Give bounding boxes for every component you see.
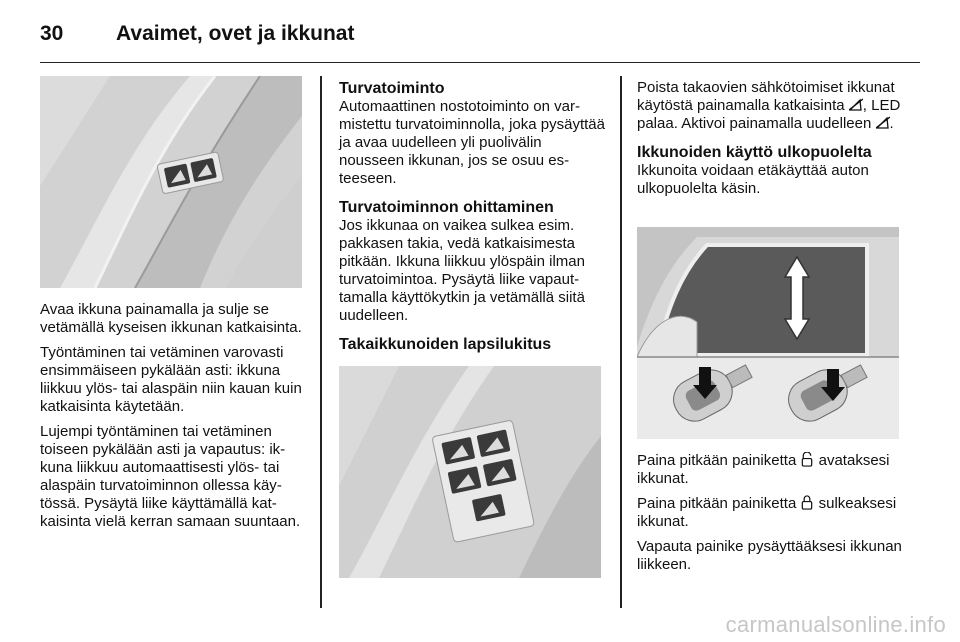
paragraph-override: Jos ikkunaa on vaikea sulkea esim. pakkasen takia, vedä katkaisimesta pitkään. Ikkuna liikkuu ylöspäin ilman turvatoimintoa. Pysäytä liike vapauttamalla käyttökytkin ja vetämällä siitä uudelleen. xyxy=(339,217,585,324)
column-divider-2 xyxy=(620,76,622,608)
paragraph-child-lock: Poista takaovien sähkötoimiset ikkunat käytöstä painamalla katkaisinta , LED palaa. Aktivoi painamalla uudelleen . xyxy=(637,79,901,132)
remote-window-illustration xyxy=(637,227,899,439)
unlock-padlock-icon xyxy=(800,452,814,467)
paragraph-open-close: Avaa ikkuna painamalla ja sulje se vetämällä kyseisen ikkunan katkaisinta. xyxy=(40,301,302,336)
window-switch-illustration xyxy=(40,76,302,288)
child-lock-switch-illustration xyxy=(339,366,601,578)
watermark: carmanualsonline.info xyxy=(725,612,946,637)
paragraph-first-detent: Työntäminen tai vetäminen varovasti ensimmäiseen pykälään asti: ikkuna liikkuu ylös- tai alaspäin niin kauan kuin katkaisinta käytetään. xyxy=(40,344,302,415)
column-2-text xyxy=(339,79,605,354)
paragraph-safety-function: Automaattinen nostotoiminto on varmistettu turvatoiminnolla, joka pysäyttää ja avaa uudelleen yli puolivälin nousseen ikkunan, jos se osuu esteeseen. xyxy=(339,98,605,187)
column-divider-1 xyxy=(320,76,322,608)
column-3-text-top xyxy=(637,79,905,205)
heading-override: Turvatoiminnon ohittaminen xyxy=(339,199,554,216)
paragraph-remote-operation: Ikkunoita voidaan etäkäyttää auton ulkopuolelta käsin. xyxy=(637,162,869,197)
page-header xyxy=(40,18,920,63)
lock-padlock-icon xyxy=(800,495,814,510)
heading-child-lock: Takaikkunoiden lapsilukitus xyxy=(339,336,552,353)
heading-safety-function: Turvatoiminto xyxy=(339,80,445,97)
window-lock-icon xyxy=(849,98,863,111)
column-1-text xyxy=(40,301,306,538)
paragraph-close-windows: Paina pitkään painiketta sulkeaksesi ikkunat. xyxy=(637,495,897,530)
chapter-title: Avaimet, ovet ja ikkunat xyxy=(116,22,355,45)
column-3-text-bottom xyxy=(637,452,905,581)
paragraph-open-windows: Paina pitkään painiketta avataksesi ikkunat. xyxy=(637,452,890,487)
paragraph-release-button: Vapauta painike pysäyttääksesi ikkunan liikkeen. xyxy=(637,538,902,573)
page-number: 30 xyxy=(40,22,64,45)
window-lock-icon xyxy=(876,116,890,129)
heading-remote-operation: Ikkunoiden käyttö ulkopuolelta xyxy=(637,144,872,161)
paragraph-second-detent: Lujempi työntäminen tai vetäminen toiseen pykälään asti ja vapautus: ikkuna liikkuu automaattisesti ylös- tai alaspäin turvatoiminnon ollessa käytössä. Pysäytä liike käyttämällä katkaisinta vielä kerran samaan suuntaan. xyxy=(40,423,301,530)
